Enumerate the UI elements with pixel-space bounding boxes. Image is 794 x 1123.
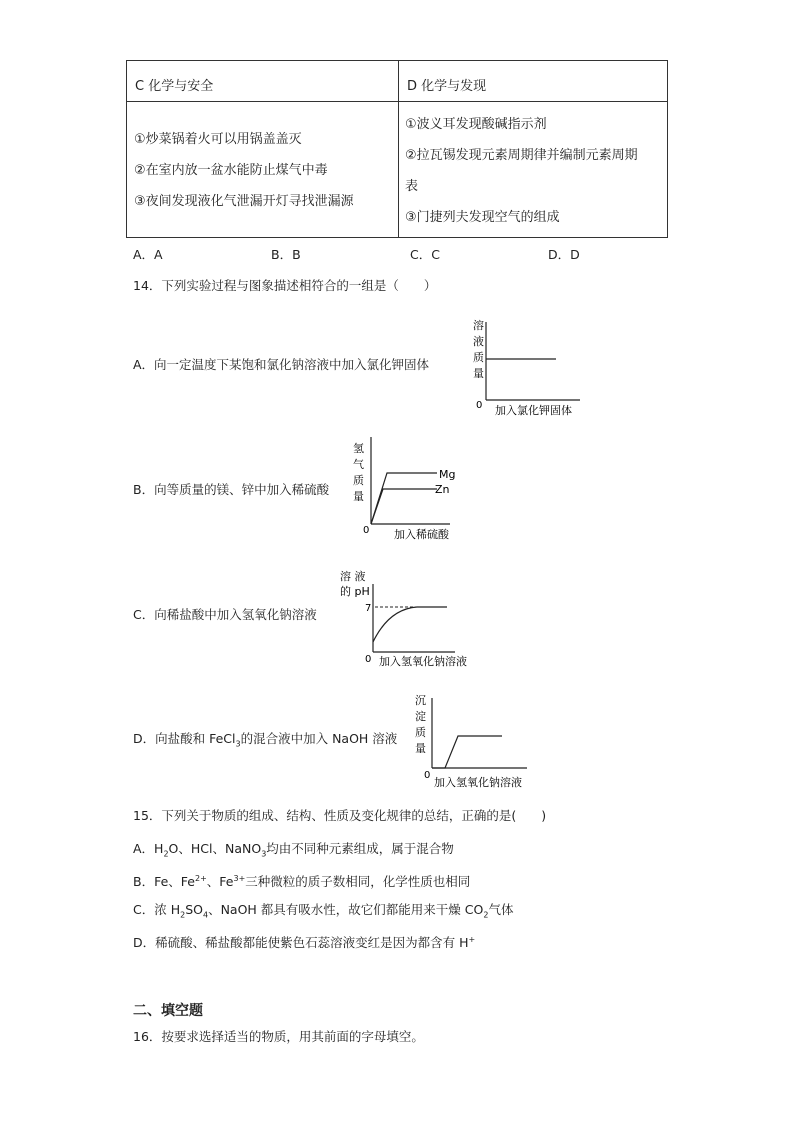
y-label-char: 量	[353, 490, 364, 503]
table-header-right: D 化学与发现	[399, 61, 668, 102]
table-header-left: C 化学与安全	[127, 61, 399, 102]
option-d: D．D	[548, 247, 580, 262]
list-item: 表	[405, 179, 419, 194]
y-label-char: 沉	[415, 694, 426, 707]
option-b: B．B	[271, 247, 301, 262]
series-line	[432, 736, 502, 768]
y-label-char: 淀	[415, 710, 426, 723]
section-title: 二、填空题	[133, 1003, 203, 1019]
comparison-table	[126, 60, 668, 238]
question-15-stem: 15．下列关于物质的组成、结构、性质及变化规律的总结，正确的是( )	[133, 808, 547, 823]
y-label-char: 质	[353, 474, 364, 487]
graph-a	[455, 312, 585, 422]
series-mg	[371, 473, 437, 524]
option-c: C．C	[410, 247, 440, 262]
origin-label: 0	[476, 400, 483, 411]
series-zn	[371, 489, 437, 524]
origin-label: 0	[424, 770, 431, 781]
graph-d	[405, 686, 545, 792]
graph-c	[335, 566, 485, 670]
q14-option-d: D．向盐酸和 FeCl$_3$的混合液中加入 NaOH 溶液	[133, 731, 398, 749]
tick-label: 7	[365, 603, 372, 614]
series-label-mg: Mg	[439, 468, 456, 481]
option-a: A．A	[133, 247, 163, 262]
y-label-char: 气	[353, 458, 364, 471]
q14-option-b: B．向等质量的镁、锌中加入稀硫酸	[133, 482, 330, 497]
question-14-stem: 14．下列实验过程与图象描述相符合的一组是（ ）	[133, 278, 437, 293]
table-cell-left	[127, 102, 399, 238]
x-axis-label: 加入稀硫酸	[394, 528, 449, 541]
list-item: ②拉瓦锡发现元素周期律并编制元素周期	[405, 148, 638, 163]
q14-option-a: A．向一定温度下某饱和氯化钠溶液中加入氯化钾固体	[133, 357, 430, 372]
origin-label: 0	[363, 525, 370, 536]
list-item: ①波义耳发现酸碱指示剂	[405, 117, 547, 132]
y-label-char: 量	[473, 367, 484, 380]
y-axis-label-bottom: 的 pH	[340, 585, 370, 598]
list-item: ②在室内放一盆水能防止煤气中毒	[134, 163, 328, 178]
origin-label: 0	[365, 654, 372, 665]
y-axis-label-top: 溶 液	[340, 570, 366, 583]
list-item: ①炒菜锅着火可以用锅盖盖灭	[134, 132, 302, 147]
question-16-stem: 16．按要求选择适当的物质，用其前面的字母填空。	[133, 1029, 424, 1044]
y-label-char: 质	[473, 351, 484, 364]
y-label-char: 质	[415, 726, 426, 739]
table-cell-right	[399, 102, 668, 238]
series-curve	[373, 607, 447, 642]
list-item: ③夜间发现液化气泄漏开灯寻找泄漏源	[134, 194, 354, 209]
q15-option-b: B．Fe、$Fe^{2+}$、$Fe^{3+}$三种微粒的质子数相同，化学性质也相同	[133, 874, 471, 890]
x-axis-label: 加入氢氧化钠溶液	[434, 776, 522, 789]
y-label-char: 氢	[353, 442, 364, 455]
q15-option-d: D．稀硫酸、稀盐酸都能使紫色石蕊溶液变红是因为都含有 H+	[133, 935, 476, 951]
x-axis-label: 加入氯化钾固体	[495, 404, 572, 417]
q14-option-c: C．向稀盐酸中加入氢氧化钠溶液	[133, 607, 317, 622]
q15-option-c: C．浓 $H_2SO_4$、NaOH 都具有吸水性，故它们都能用来干燥 $CO_2$气体	[133, 902, 514, 920]
graph-b	[345, 432, 485, 542]
y-label-char: 量	[415, 742, 426, 755]
y-label-char: 溶	[473, 319, 484, 332]
y-label-char: 液	[473, 335, 484, 348]
q15-option-a: A．$H_2O$、HCl、NaNO$_3$均由不同种元素组成，属于混合物	[133, 841, 454, 859]
list-item: ③门捷列夫发现空气的组成	[405, 210, 560, 225]
series-label-zn: Zn	[435, 483, 450, 496]
x-axis-label: 加入氢氧化钠溶液	[379, 655, 467, 668]
